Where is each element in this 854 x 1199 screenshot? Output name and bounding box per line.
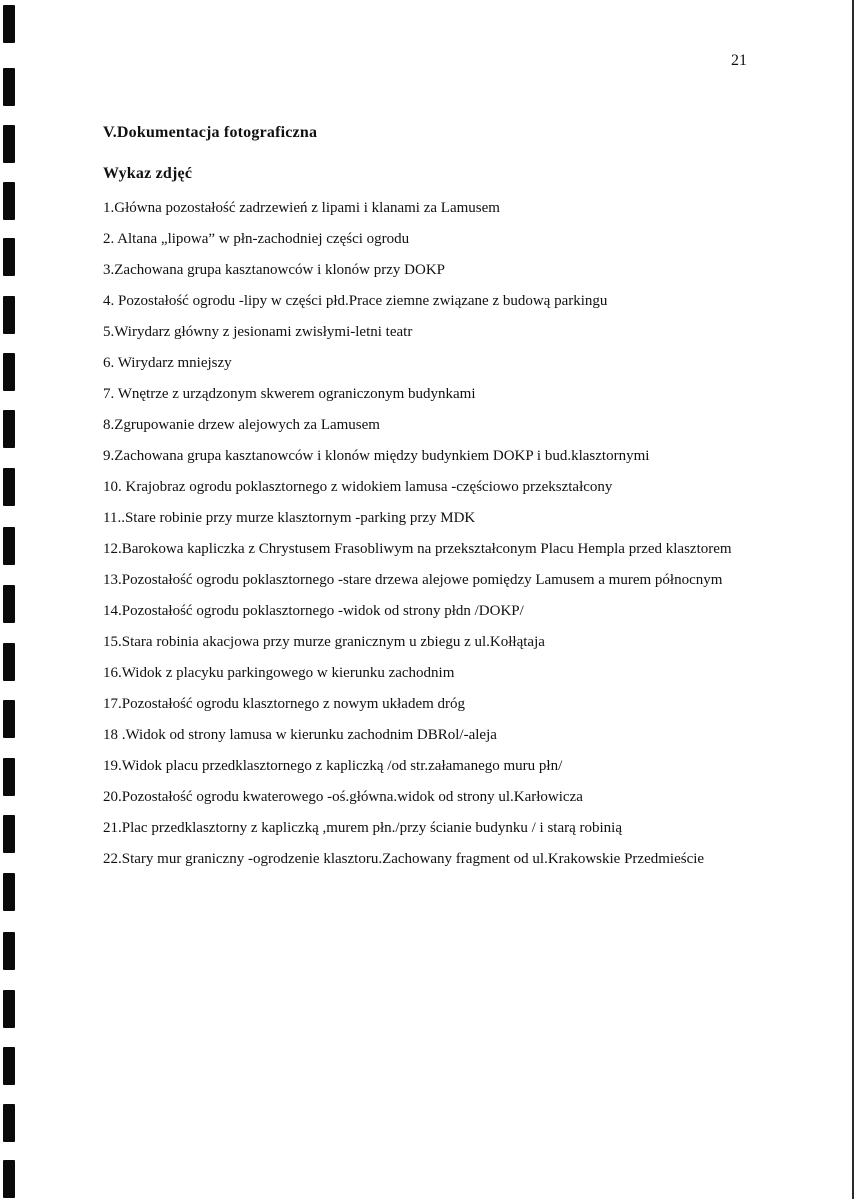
list-heading: Wykaz zdjęć xyxy=(103,165,193,182)
list-item: 17.Pozostałość ogrodu klasztornego z nowym układem dróg xyxy=(103,696,466,712)
binding-mark xyxy=(3,758,15,796)
binding-mark xyxy=(3,700,15,738)
list-item: 9.Zachowana grupa kasztanowców i klonów między budynkiem DOKP i bud.klasztornymi xyxy=(103,448,650,464)
binding-mark xyxy=(3,527,15,565)
page-number: 21 xyxy=(731,52,747,69)
binding-mark xyxy=(3,1047,15,1085)
binding-mark xyxy=(3,815,15,853)
binding-mark xyxy=(3,68,15,106)
list-item: 5.Wirydarz główny z jesionami zwisłymi-letni teatr xyxy=(103,324,413,340)
binding-mark xyxy=(3,585,15,623)
binding-mark xyxy=(3,990,15,1028)
list-item: 11..Stare robinie przy murze klasztornym -parking przy MDK xyxy=(103,510,476,526)
list-item: 13.Pozostałość ogrodu poklasztornego -stare drzewa alejowe pomiędzy Lamusem a murem północnym xyxy=(103,572,723,588)
list-item: 4. Pozostałość ogrodu -lipy w części płd.Prace ziemne związane z budową parkingu xyxy=(103,293,608,309)
list-item: 8.Zgrupowanie drzew alejowych za Lamusem xyxy=(103,417,380,433)
binding-mark xyxy=(3,353,15,391)
section-heading: V.Dokumentacja fotograficzna xyxy=(103,124,318,141)
list-item: 22.Stary mur graniczny -ogrodzenie klasztoru.Zachowany fragment od ul.Krakowskie Przedmieście xyxy=(103,851,705,867)
list-item: 21.Plac przedklasztorny z kapliczką ,murem płn./przy ścianie budynku / i starą robinią xyxy=(103,820,623,836)
list-item: 1.Główna pozostałość zadrzewień z lipami i klanami za Lamusem xyxy=(103,200,500,216)
list-item: 14.Pozostałość ogrodu poklasztornego -widok od strony płdn /DOKP/ xyxy=(103,603,524,619)
list-item: 10. Krajobraz ogrodu poklasztornego z widokiem lamusa -częściowo przekształcony xyxy=(103,479,613,495)
binding-mark xyxy=(3,5,15,43)
list-item: 3.Zachowana grupa kasztanowców i klonów przy DOKP xyxy=(103,262,445,278)
binding-mark xyxy=(3,296,15,334)
binding-mark xyxy=(3,932,15,970)
list-item: 2. Altana „lipowa” w płn-zachodniej części ogrodu xyxy=(103,231,410,247)
list-item: 18 .Widok od strony lamusa w kierunku zachodnim DBRol/-aleja xyxy=(103,727,497,743)
binding-mark xyxy=(3,468,15,506)
binding-mark xyxy=(3,1160,15,1198)
list-item: 12.Barokowa kapliczka z Chrystusem Frasobliwym na przekształconym Placu Hempla przed klasztorem xyxy=(103,541,732,557)
photo-list xyxy=(103,193,763,875)
list-item: 6. Wirydarz mniejszy xyxy=(103,355,232,371)
binding-mark xyxy=(3,643,15,681)
binding-mark xyxy=(3,410,15,448)
list-item: 20.Pozostałość ogrodu kwaterowego -oś.główna.widok od strony ul.Karłowicza xyxy=(103,789,583,805)
binding-mark xyxy=(3,1104,15,1142)
binding-mark xyxy=(3,873,15,911)
binding-mark xyxy=(3,182,15,220)
binding-mark xyxy=(3,238,15,276)
list-item: 7. Wnętrze z urządzonym skwerem ograniczonym budynkami xyxy=(103,386,476,402)
binding-mark xyxy=(3,125,15,163)
list-item: 15.Stara robinia akacjowa przy murze granicznym u zbiegu z ul.Kołłątaja xyxy=(103,634,545,650)
list-item: 19.Widok placu przedklasztornego z kapliczką /od str.załamanego muru płn/ xyxy=(103,758,563,774)
list-item: 16.Widok z placyku parkingowego w kierunku zachodnim xyxy=(103,665,455,681)
